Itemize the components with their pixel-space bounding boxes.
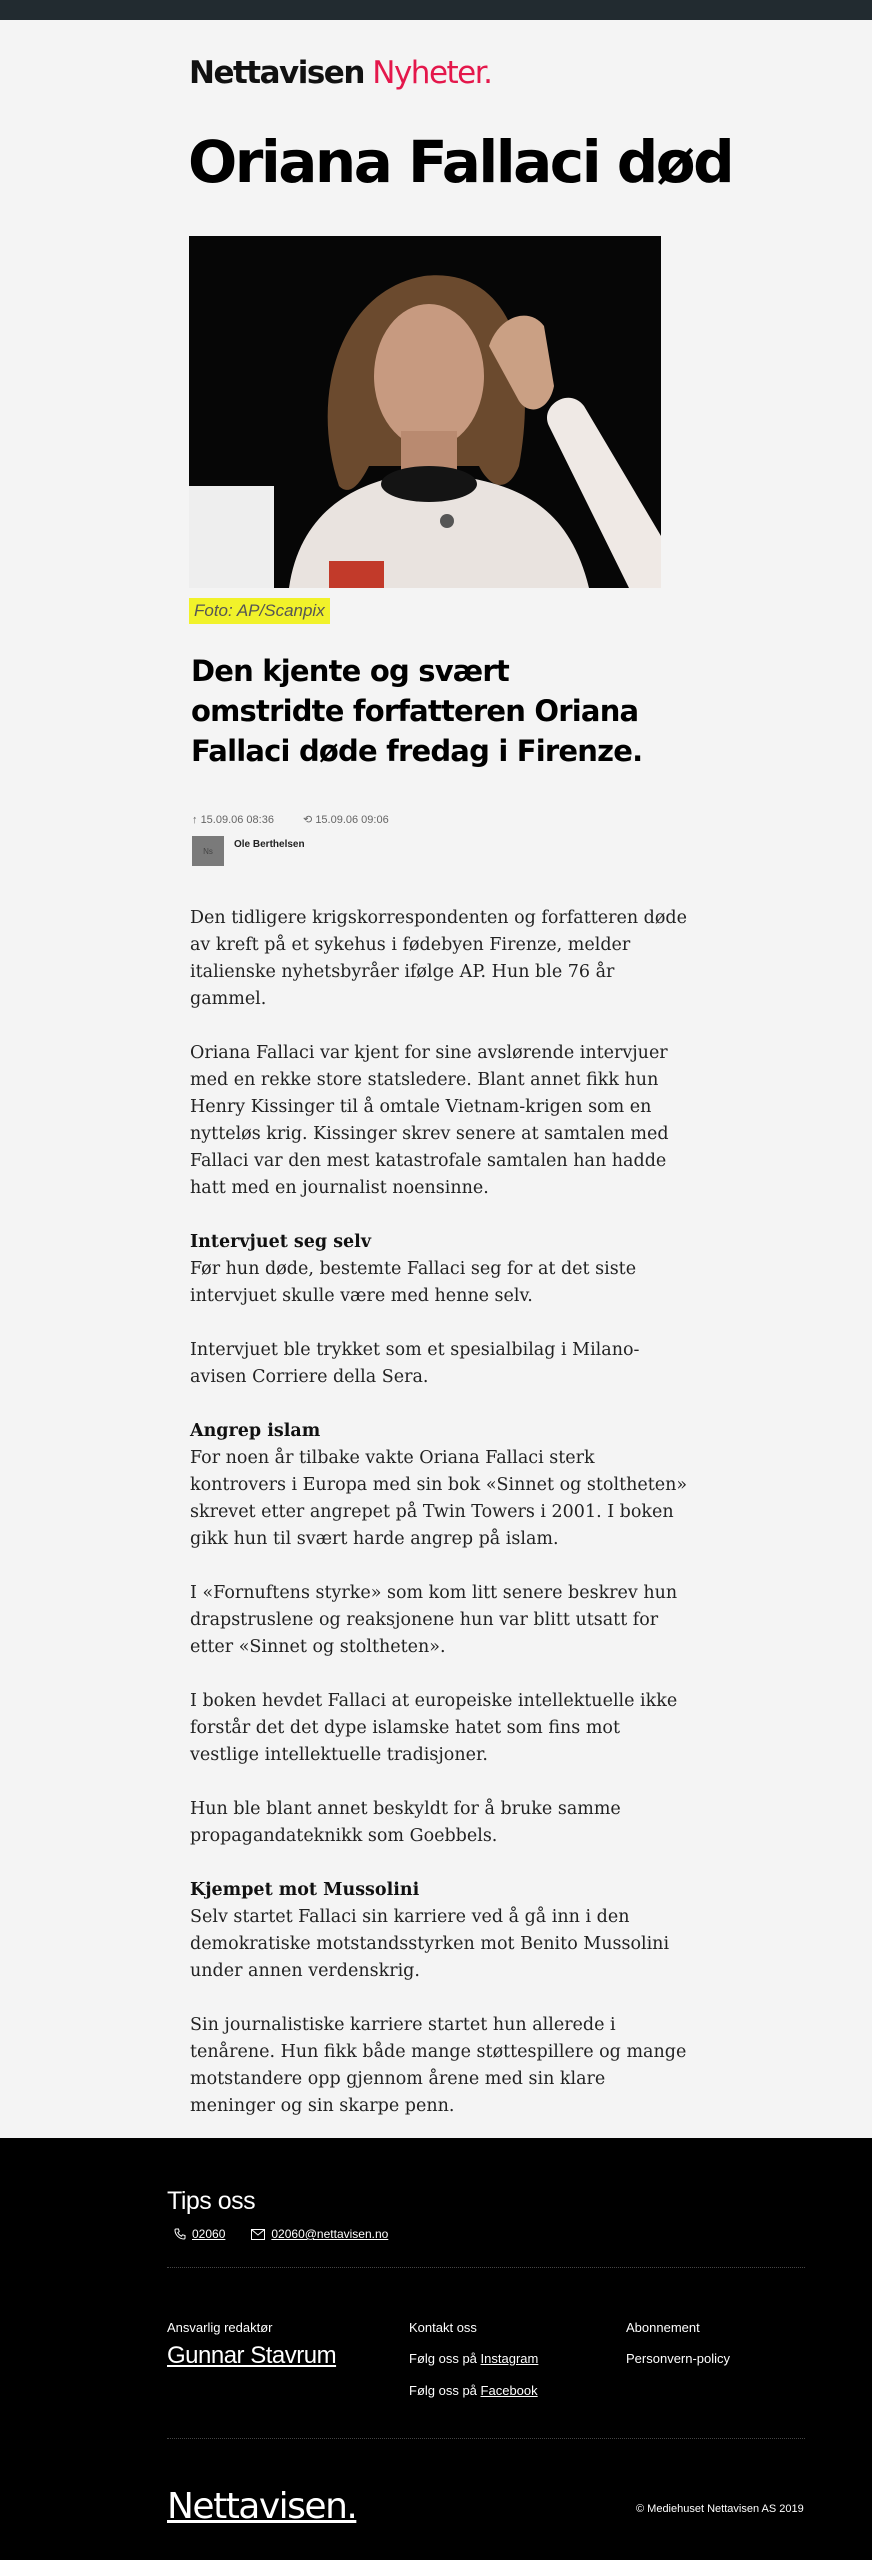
subheading: Kjempet mot Mussolini <box>190 1880 420 1900</box>
paragraph: For noen år tilbake vakte Oriana Fallaci sterk kontrovers i Europa med sin bok «Sinnet og stoltheten» skrevet etter angrepet på Twin Towers i 2001. I boken gikk hun til svært harde angrep på islam. <box>190 1448 688 1549</box>
paragraph: Før hun døde, bestemte Fallaci seg for at det siste intervjuet skulle være med henne selv. <box>190 1259 637 1306</box>
follow-facebook <box>409 2383 538 2398</box>
published-time: ↑ 15.09.06 08:36 <box>192 814 274 826</box>
subheading: Intervjuet seg selv <box>190 1232 371 1252</box>
updated-time: ⟲ 15.09.06 09:06 <box>303 814 389 826</box>
author-name[interactable]: Ole Berthelsen <box>234 839 305 850</box>
portrait-image <box>189 236 661 588</box>
tips-contacts <box>174 2227 414 2241</box>
editor-name-link[interactable]: Gunnar Stavrum <box>167 2342 337 2369</box>
article-title: Oriana Fallaci død <box>188 128 733 196</box>
mail-icon <box>251 2229 265 2240</box>
paragraph: Selv startet Fallaci sin karriere ved å gå inn i den demokratiske motstandsstyrken mot Benito Mussolini under annen verdenskrig. <box>190 1907 670 1981</box>
footer-divider <box>167 2438 805 2439</box>
author-byline[interactable] <box>192 836 305 866</box>
copyright: © Mediehuset Nettavisen AS 2019 <box>636 2503 804 2515</box>
phone-icon <box>174 2228 186 2240</box>
follow-prefix: Følg oss på <box>409 2383 477 2398</box>
published-value: 15.09.06 08:36 <box>200 814 274 826</box>
updated-value: 15.09.06 09:06 <box>315 814 389 826</box>
editor-label: Ansvarlig redaktør <box>167 2320 273 2335</box>
top-bar <box>0 0 872 20</box>
paragraph: I «Fornuftens styrke» som kom litt senere beskrev hun drapstruslene og reaksjonene hun var blitt utsatt for etter «Sinnet og stoltheten». <box>190 1583 678 1657</box>
subscription-link[interactable]: Abonnement <box>626 2320 700 2335</box>
follow-instagram <box>409 2351 538 2366</box>
tips-phone-link[interactable]: 02060 <box>192 2227 226 2241</box>
paragraph: I boken hevdet Fallaci at europeiske intellektuelle ikke forstår det det dype islamske hatet som fins mot vestlige intellektuelle tradisjoner. <box>190 1691 678 1765</box>
article-lead: Den kjente og svært omstridte forfatteren Oriana Fallaci døde fredag i Firenze. <box>191 654 643 768</box>
subheading: Angrep islam <box>190 1421 321 1441</box>
photo-caption: Foto: AP/Scanpix <box>189 598 330 624</box>
site-footer <box>0 2138 872 2560</box>
paragraph: Oriana Fallaci var kjent for sine avslørende intervjuer med en rekke store statsledere. Blant annet fikk hun Henry Kissinger til å omtale Vietnam-krigen som en nytteløs krig. Kissinger skrev senere at samtalen med Fallaci var den mest katastrofale samtalen han hadde hatt med en journalist noensinne. <box>190 1043 669 1198</box>
contact-link[interactable]: Kontakt oss <box>409 2320 477 2335</box>
article-meta <box>192 813 415 826</box>
follow-prefix: Følg oss på <box>409 2351 477 2366</box>
article-photo <box>189 236 661 588</box>
brand-name: Nettavisen <box>189 55 364 91</box>
privacy-link[interactable]: Personvern-policy <box>626 2351 731 2366</box>
footer-divider <box>167 2267 805 2268</box>
tips-title: Tips oss <box>167 2187 256 2215</box>
tips-email-link[interactable]: 02060@nettavisen.no <box>271 2227 389 2241</box>
paragraph: Intervjuet ble trykket som et spesialbilag i Milano-avisen Corriere della Sera. <box>190 1340 640 1387</box>
article-body <box>190 905 690 2147</box>
paragraph: Den tidligere krigskorrespondenten og forfatteren døde av kreft på et sykehus i fødebyen Firenze, melder italienske nyhetsbyråer ifølge AP. Hun ble 76 år gammel. <box>190 908 687 1009</box>
facebook-link[interactable]: Facebook <box>480 2383 538 2398</box>
paragraph: Hun ble blant annet beskyldt for å bruke samme propagandateknikk som Goebbels. <box>190 1799 621 1846</box>
site-logo[interactable] <box>189 55 492 91</box>
brand-section: Nyheter. <box>372 55 492 91</box>
footer-logo[interactable]: Nettavisen. <box>167 2486 357 2527</box>
instagram-link[interactable]: Instagram <box>480 2351 539 2366</box>
avatar: Ns <box>192 836 224 866</box>
paragraph: Sin journalistiske karriere startet hun allerede i tenårene. Hun fikk både mange støttespillere og mange motstandere opp gjennom årene med sin klare meninger og sin skarpe penn. <box>190 2015 687 2116</box>
